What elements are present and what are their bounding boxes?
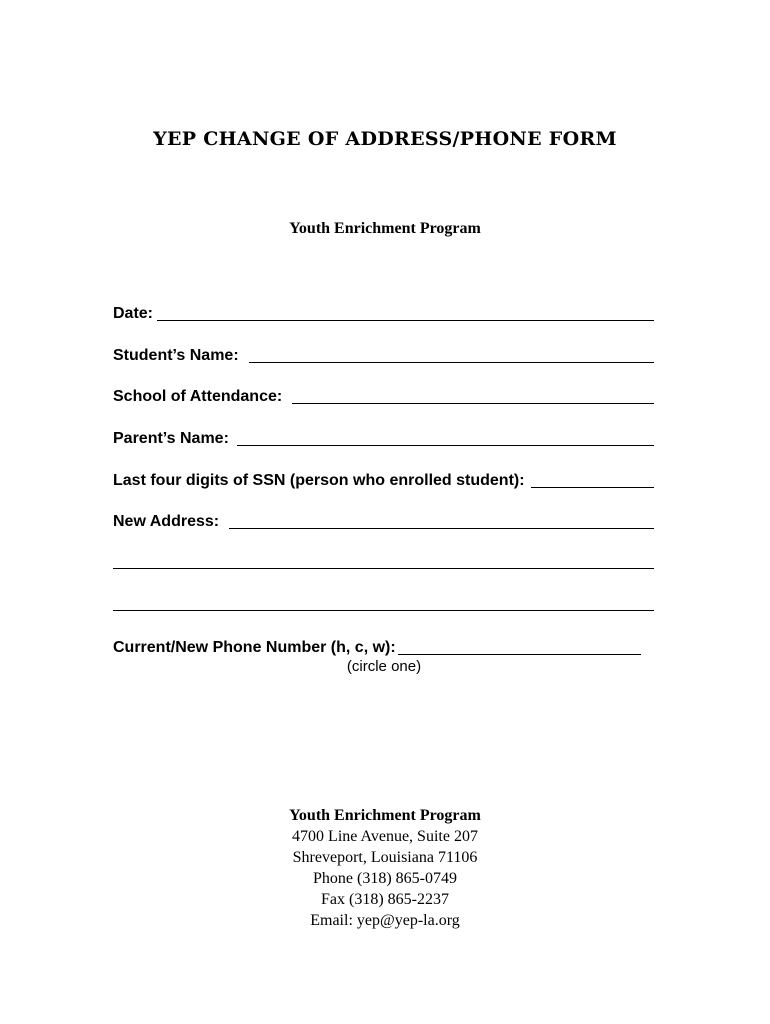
phone-field[interactable] bbox=[113, 636, 641, 658]
date-line[interactable] bbox=[157, 320, 654, 321]
new-address-field[interactable] bbox=[113, 510, 654, 532]
ssn-field[interactable] bbox=[113, 469, 654, 491]
school-label: School of Attendance: bbox=[113, 388, 283, 405]
ssn-label: Last four digits of SSN (person who enrolled student): bbox=[113, 472, 525, 489]
new-address-line[interactable] bbox=[229, 528, 654, 529]
phone-line[interactable] bbox=[398, 654, 641, 655]
phone-type-note: (circle one) bbox=[346, 658, 422, 675]
school-line[interactable] bbox=[292, 403, 654, 404]
address-line-2[interactable] bbox=[113, 568, 654, 569]
footer-city: Shreveport, Louisiana 71106 bbox=[292, 849, 478, 866]
footer-org-name: Youth Enrichment Program bbox=[289, 807, 481, 824]
footer-fax: Fax (318) 865-2237 bbox=[321, 891, 449, 908]
date-field[interactable] bbox=[113, 302, 654, 324]
contact-footer bbox=[0, 805, 770, 931]
program-subtitle: Youth Enrichment Program bbox=[289, 220, 481, 237]
footer-phone: Phone (318) 865-0749 bbox=[313, 870, 457, 887]
footer-email: Email: yep@yep-la.org bbox=[310, 912, 460, 929]
footer-street: 4700 Line Avenue, Suite 207 bbox=[292, 828, 478, 845]
new-address-label: New Address: bbox=[113, 513, 220, 530]
student-name-line[interactable] bbox=[249, 362, 654, 363]
form-title: YEP CHANGE OF ADDRESS/PHONE FORM bbox=[153, 128, 617, 150]
parent-name-label: Parent’s Name: bbox=[113, 430, 229, 447]
address-line-3[interactable] bbox=[113, 610, 654, 611]
parent-name-field[interactable] bbox=[113, 427, 654, 449]
school-field[interactable] bbox=[113, 385, 654, 407]
date-label: Date: bbox=[113, 305, 154, 322]
parent-name-line[interactable] bbox=[237, 445, 654, 446]
ssn-line[interactable] bbox=[531, 487, 654, 488]
phone-label: Current/New Phone Number (h, c, w): bbox=[113, 639, 396, 656]
student-name-label: Student’s Name: bbox=[113, 347, 239, 364]
student-name-field[interactable] bbox=[113, 344, 654, 366]
